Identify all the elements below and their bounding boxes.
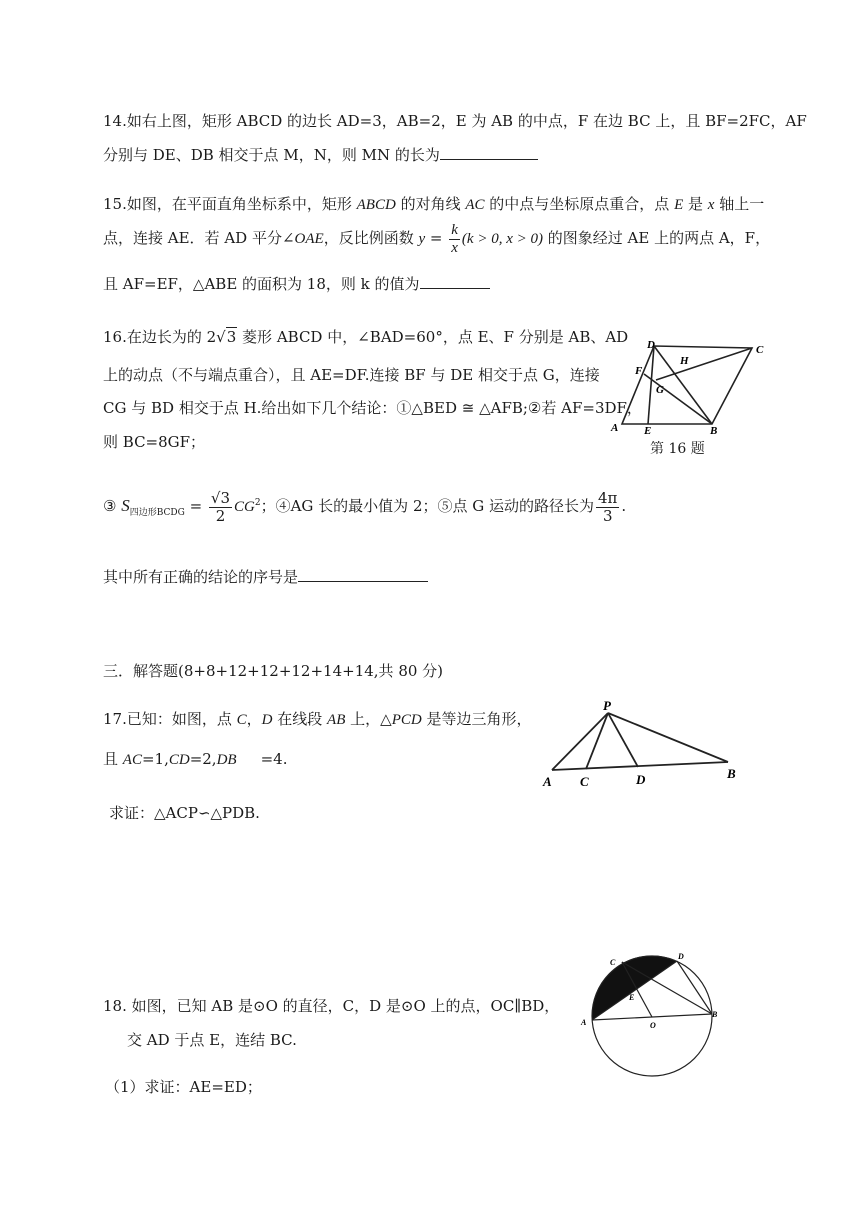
section3-heading: 三．解答题(8+8+12+12+12+14+14,共 80 分) [103, 662, 444, 680]
formula-eq: = [425, 229, 448, 247]
q15-text: ABCD [356, 197, 396, 213]
q17-text: D [261, 712, 273, 728]
label-b: B [710, 425, 718, 436]
q17-text: =4. [260, 750, 288, 768]
label-d: D [647, 339, 655, 351]
fraction-numerator: k [451, 222, 458, 238]
q17-line1 [103, 708, 531, 729]
area-subscript: 四边形BCDG [129, 508, 185, 518]
q15-text: E [674, 197, 684, 213]
q15-text: 点，连接 AE．若 AD 平分∠ [103, 229, 295, 247]
formula-fraction [596, 490, 619, 524]
q15-text: AC [465, 197, 485, 213]
q16-line6 [103, 566, 428, 587]
label-c: C [580, 774, 589, 789]
label-c: C [756, 344, 764, 356]
q17-text: 上，△ [345, 710, 392, 728]
q18-line2: 交 AD 于点 E，连结 BC. [127, 1031, 297, 1049]
label-c: C [610, 958, 616, 967]
q15-text: 且 AF=EF，△ABE 的面积为 18，则 k 的值为 [103, 275, 420, 293]
q18-line3: （1）求证：AE=ED； [105, 1078, 262, 1096]
q15-text: ，反比例函数 [323, 229, 419, 247]
q15-text: 是 [683, 195, 708, 213]
q15-text: 15.如图，在平面直角坐标系中，矩形 [103, 195, 357, 213]
q17-text: PCD [391, 712, 422, 728]
label-d: D [678, 952, 684, 961]
label-h: H [680, 355, 689, 367]
segment-pb [608, 713, 728, 762]
q15-answer-blank [420, 276, 490, 289]
radical-coef: 2 [206, 328, 217, 346]
q17-text: AC [122, 752, 142, 768]
q15-text: 的对角线 [395, 195, 466, 213]
q16-line2: 上的动点（不与端点重合），且 AE=DF.连接 BF 与 DE 相交于点 G，连接 [103, 366, 600, 384]
label-d: D [636, 772, 646, 787]
q15-line2 [103, 222, 770, 256]
q16-answer-blank [298, 569, 428, 582]
segment-ab [552, 762, 728, 770]
formula-eq: = [184, 497, 207, 515]
q15-text: 的中点与坐标原点重合，点 [484, 195, 675, 213]
q16-line3: CG 与 BD 相交于点 H.给出如下几个结论：①△BED ≅ △AFB;②若 AF=3DF， [103, 399, 642, 417]
label-p: P [603, 700, 611, 713]
fraction-numerator: 4π [598, 489, 618, 507]
q15-text: 的图象经过 AE 上的两点 A，F， [542, 229, 771, 247]
q17-line3: 求证：△ACP∽△PDB. [109, 804, 260, 822]
label-b: B [712, 1010, 718, 1019]
q17-text: 且 [103, 750, 123, 768]
q17-text: ， [246, 710, 262, 728]
label-e: E [629, 993, 635, 1002]
q16-text: 其中所有正确的结论的序号是 [103, 568, 299, 586]
segment-ap [552, 713, 608, 770]
q16-line4: 则 BC=8GF； [103, 433, 206, 451]
q16-text: 16.在边长为的 [103, 328, 207, 346]
label-o: O [650, 1021, 656, 1030]
fraction-denominator: 3 [602, 506, 613, 525]
fraction-denominator: x [451, 239, 458, 256]
q17-text: AB [327, 712, 346, 728]
q14-line2 [103, 144, 538, 165]
formula-fraction [209, 490, 232, 524]
q15-text: 轴上一 [714, 195, 765, 213]
formula-fraction [449, 222, 460, 256]
formula-condition: (k > 0, x > 0) [461, 231, 543, 247]
label-e: E [644, 425, 652, 436]
q16-text: . [621, 497, 627, 515]
q17-text: =1, [141, 750, 169, 768]
formula-y: y [418, 231, 426, 247]
q17-text: 17.已知：如图，点 [103, 710, 237, 728]
q16-text: 菱形 ABCD 中，∠BAD=60°，点 E、F 分别是 AB、AD [237, 328, 629, 346]
segment-pc [586, 713, 608, 769]
shaded-segment [592, 955, 677, 1020]
q16-line5 [103, 490, 626, 524]
q17-text: =2, [189, 750, 217, 768]
q17-text: DB [216, 752, 237, 768]
formula-cg: CG [234, 499, 255, 515]
label-g: G [656, 384, 664, 396]
q16-figure-caption: 第 16 题 [650, 441, 705, 457]
q17-triangle-figure [540, 700, 750, 792]
label-f: F [635, 365, 643, 377]
radicand: 3 [226, 328, 237, 346]
q16-text: ；④AG 长的最小值为 2；⑤点 G 运动的路径长为 [260, 497, 595, 515]
q15-line3 [103, 273, 490, 294]
q15-line1 [103, 193, 764, 214]
chord-bd [677, 961, 712, 1014]
q17-line2 [103, 748, 287, 769]
label-b: B [727, 766, 736, 781]
q17-text: CD [168, 752, 190, 768]
segment-bf [644, 374, 712, 424]
q17-text: 是等边三角形， [421, 710, 532, 728]
area-symbol: S [121, 496, 130, 515]
q18-line1: 18. 如图，已知 AB 是⊙O 的直径，C，D 是⊙O 上的点，OC∥BD， [103, 997, 560, 1015]
q16-line1 [103, 326, 628, 347]
label-a: A [581, 1018, 587, 1027]
label-a: A [543, 774, 552, 789]
radical-sign: √ [216, 328, 226, 346]
q15-text: OAE [294, 231, 324, 247]
fraction-numerator: √3 [210, 489, 231, 507]
q17-text: 在线段 [272, 710, 328, 728]
q14-answer-blank [440, 147, 538, 160]
formula-exponent: 2 [254, 498, 261, 508]
label-a: A [611, 422, 619, 434]
q16-rhombus-figure [608, 336, 788, 436]
q14-line2-text: 分别与 DE、DB 相交于点 M，N，则 MN 的长为 [103, 146, 440, 164]
q16-text: ③ [103, 497, 122, 515]
q15-text: x [707, 197, 715, 213]
q14-line1: 14.如右上图，矩形 ABCD 的边长 AD=3，AB=2，E 为 AB 的中点，F 在边 BC 上，且 BF=2FC，AF [103, 112, 807, 130]
segment-pd [608, 713, 638, 767]
q18-circle-figure [574, 948, 724, 1080]
q17-text: C [236, 712, 247, 728]
fraction-denominator: 2 [215, 506, 226, 525]
